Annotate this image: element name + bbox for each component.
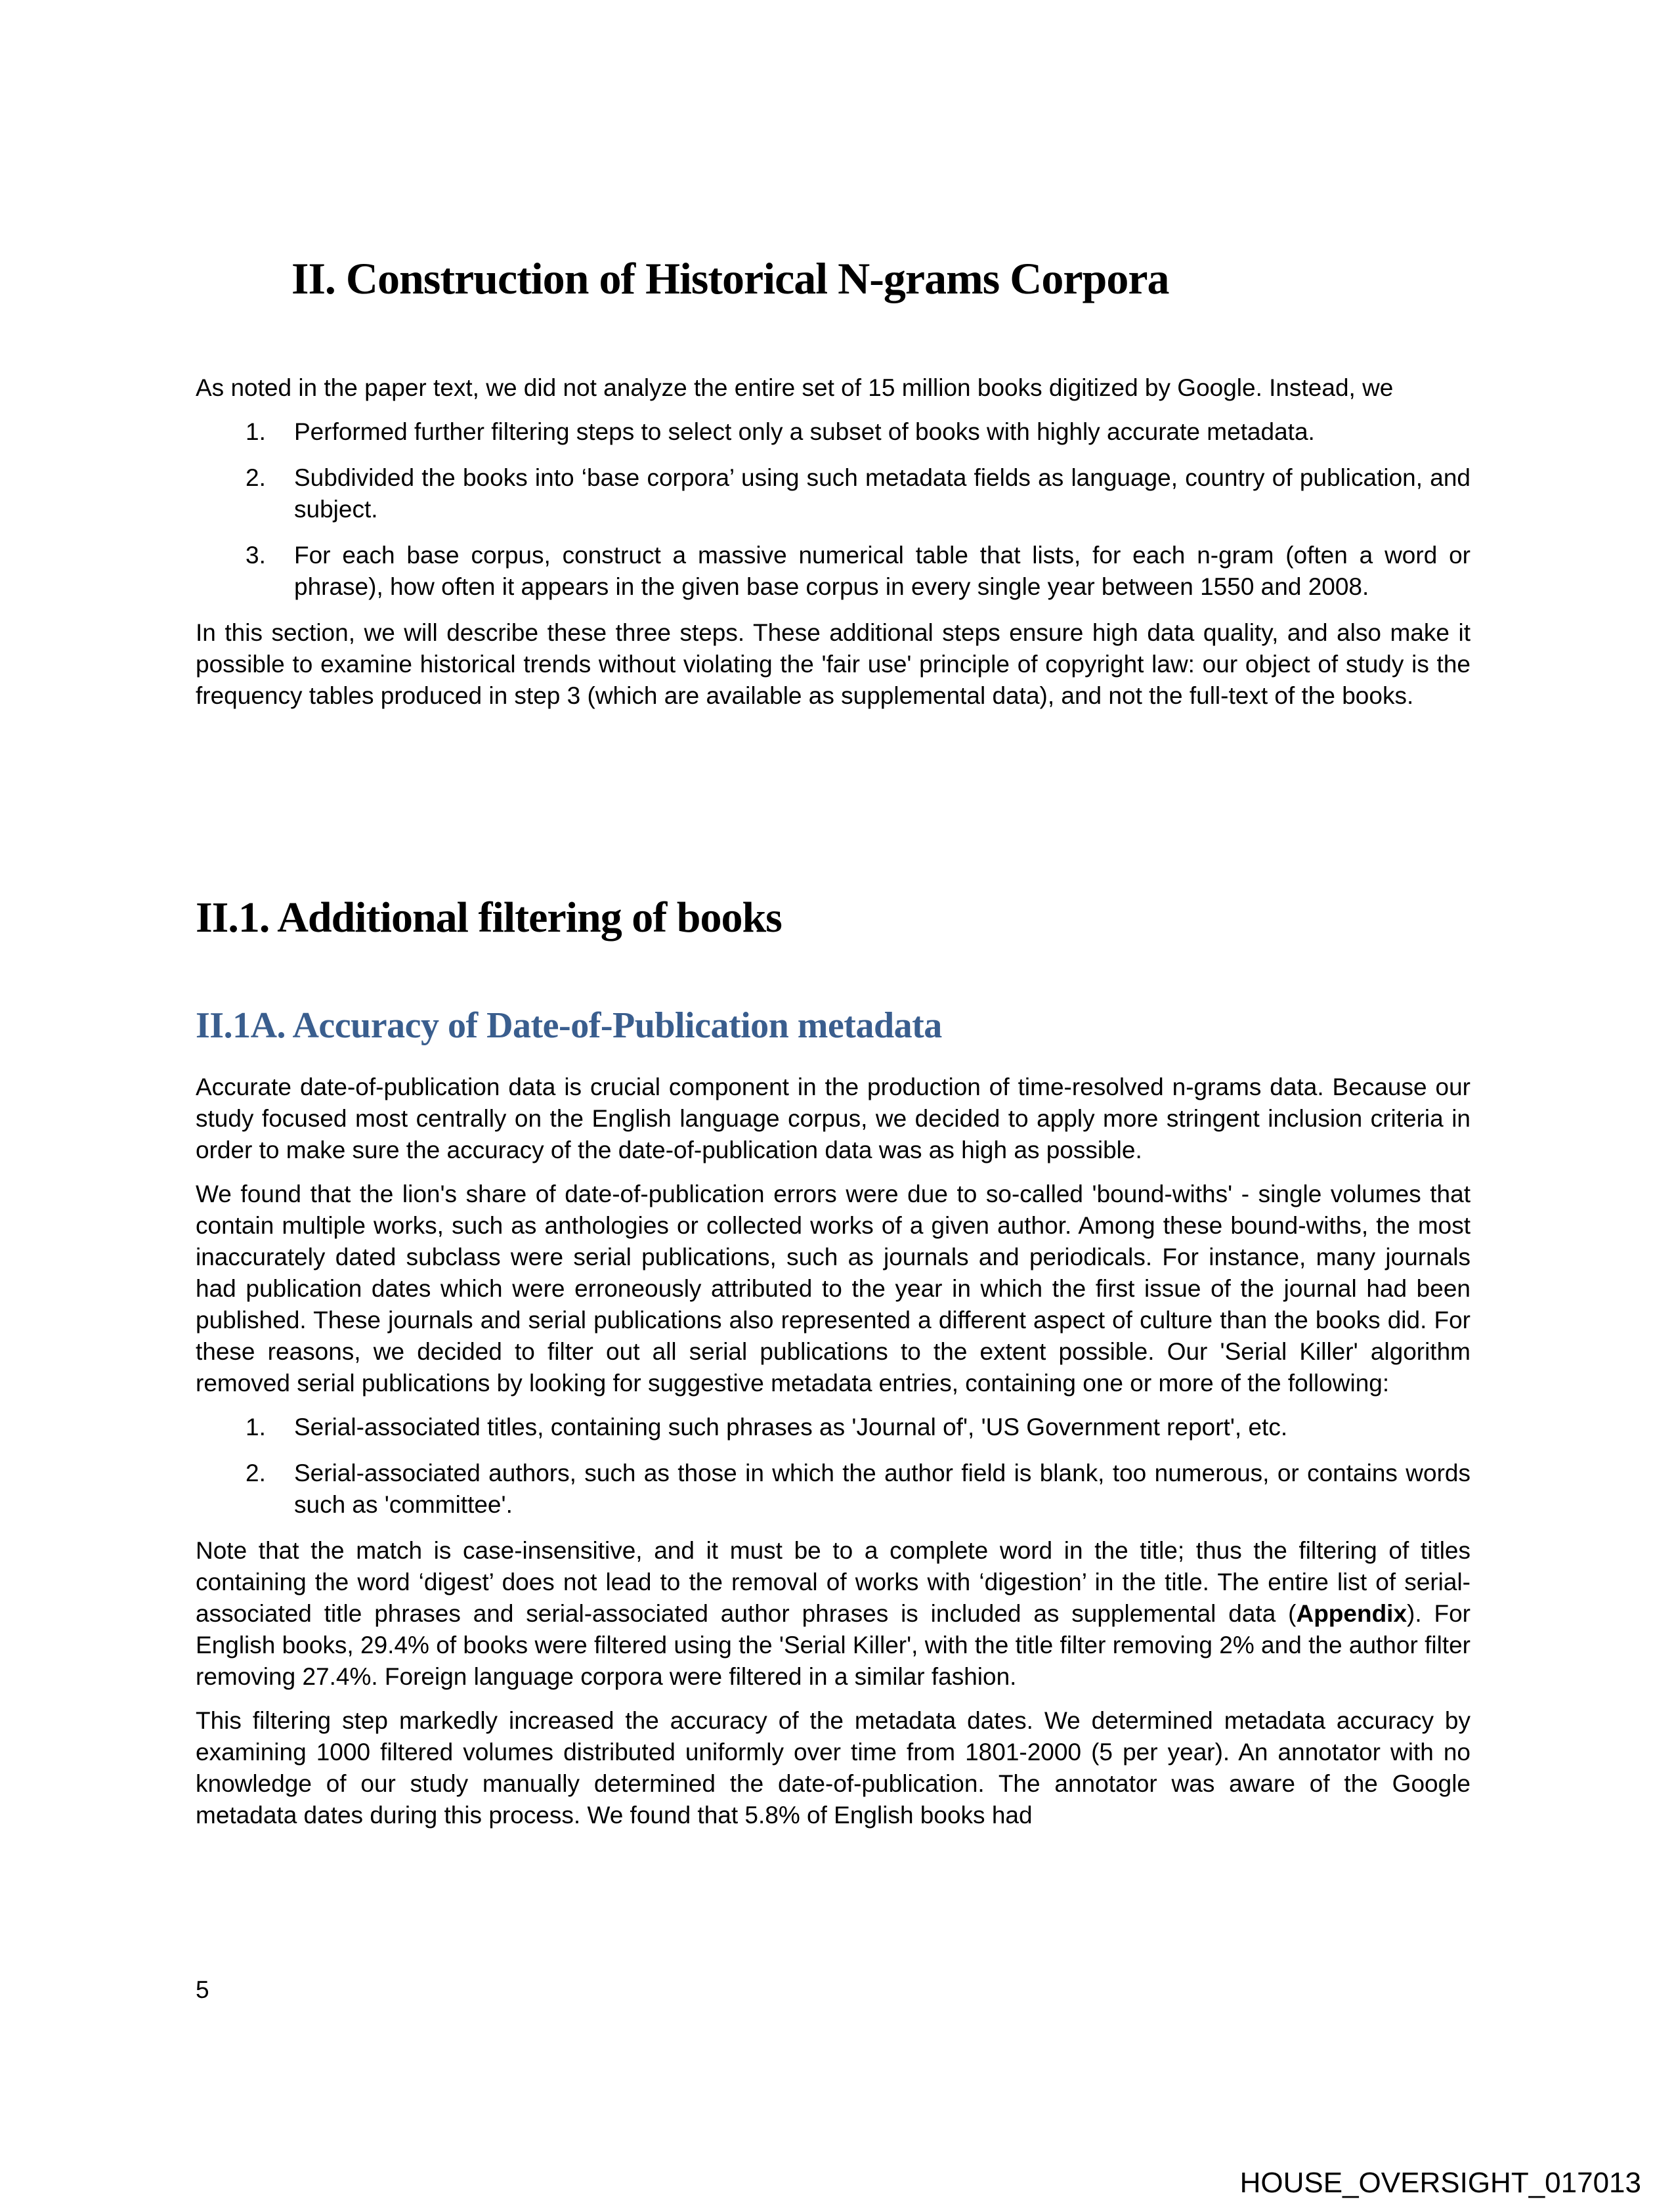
subsection-heading: II.1A. Accuracy of Date-of-Publication metadata bbox=[196, 1005, 942, 1046]
list-number: 1. bbox=[246, 1414, 266, 1441]
list-item bbox=[196, 1412, 1470, 1443]
appendix-reference: Appendix bbox=[1296, 1600, 1407, 1627]
list-item bbox=[196, 416, 1470, 448]
criteria-list bbox=[196, 1412, 1470, 1521]
list-text: Serial-associated titles, containing such phrases as 'Journal of', 'US Government report', etc. bbox=[294, 1414, 1288, 1441]
list-text: For each base corpus, construct a massive numerical table that lists, for each n-gram (often a word or phrase), how often it appears in the given base corpus in every single year between 1550 and 2008. bbox=[294, 542, 1470, 600]
list-item bbox=[196, 540, 1470, 603]
bates-stamp: HOUSE_OVERSIGHT_017013 bbox=[1239, 2167, 1641, 2199]
page-number: 5 bbox=[196, 1976, 209, 2003]
list-item bbox=[196, 462, 1470, 525]
list-number: 3. bbox=[246, 542, 266, 569]
list-item bbox=[196, 1458, 1470, 1521]
section-heading: II.1. Additional filtering of books bbox=[196, 894, 782, 942]
list-number: 2. bbox=[246, 464, 266, 491]
steps-list bbox=[196, 416, 1470, 603]
intro-summary-paragraph: In this section, we will describe these three steps. These additional steps ensure high data quality, and also make it possible to examine historical trends without violating the 'fair use' principle of copyright law: our object of study is the frequency tables produced in step 3 (which are available as supplemental data), and not the full-text of the books. bbox=[196, 619, 1470, 709]
list-number: 2. bbox=[246, 1460, 266, 1486]
list-number: 1. bbox=[246, 418, 266, 445]
paragraph: We found that the lion's share of date-of-publication errors were due to so-called 'bound-withs' - single volumes that contain multiple works, such as anthologies or collected works of a given author. Among these bound-withs, the most inaccurately dated subclass were serial publications, such as journals and periodicals. For instance, many journals had publication dates which were erroneously attributed to the year in which the first issue of the journal had been published. These journals and serial publications also represented a different aspect of culture than the books did. For these reasons, we decided to filter out all serial publications to the extent possible. Our 'Serial Killer' algorithm removed serial publications by looking for suggestive metadata entries, containing one or more of the following: bbox=[196, 1181, 1470, 1397]
intro-paragraph: As noted in the paper text, we did not analyze the entire set of 15 million books digitized by Google. Instead, we bbox=[196, 374, 1394, 401]
paragraph-text: ). For English books, 29.4% of books were filtered using the 'Serial Killer', with the title filter removing 2% and the author filter removing 27.4%. Foreign language corpora were filtered in a similar fashion. bbox=[196, 1600, 1470, 1690]
paragraph-text: Note that the match is case-insensitive, and it must be to a complete word in the title; thus the filtering of titles containing the word ‘digest’ does not lead to the removal of works with ‘digestion’ in the title. The entire list of serial-associated title phrases and serial-associated author phrases is included as supplemental data ( bbox=[196, 1537, 1470, 1627]
subsection-body bbox=[196, 1072, 1470, 1844]
list-text: Serial-associated authors, such as those in which the author field is blank, too numerous, or contains words such as 'committee'. bbox=[294, 1460, 1470, 1518]
intro-section bbox=[196, 372, 1470, 724]
paragraph: Accurate date-of-publication data is crucial component in the production of time-resolved n-grams data. Because our study focused most centrally on the English language corpus, we decided to apply more stringent inclusion criteria in order to make sure the accuracy of the date-of-publication data was as high as possible. bbox=[196, 1073, 1470, 1163]
paragraph: This filtering step markedly increased the accuracy of the metadata dates. We determined metadata accuracy by examining 1000 filtered volumes distributed uniformly over time from 1801-2000 (5 per year). An annotator with no knowledge of our study manually determined the date-of-publication. The annotator was aware of the Google metadata dates during this process. We found that 5.8% of English books had bbox=[196, 1707, 1470, 1829]
paragraph bbox=[196, 1535, 1470, 1693]
list-text: Performed further filtering steps to select only a subset of books with highly accurate metadata. bbox=[294, 418, 1315, 445]
main-heading: II. Construction of Historical N-grams Corpora bbox=[291, 253, 1169, 303]
list-text: Subdivided the books into ‘base corpora’ using such metadata fields as language, country of publication, and subject. bbox=[294, 464, 1470, 523]
